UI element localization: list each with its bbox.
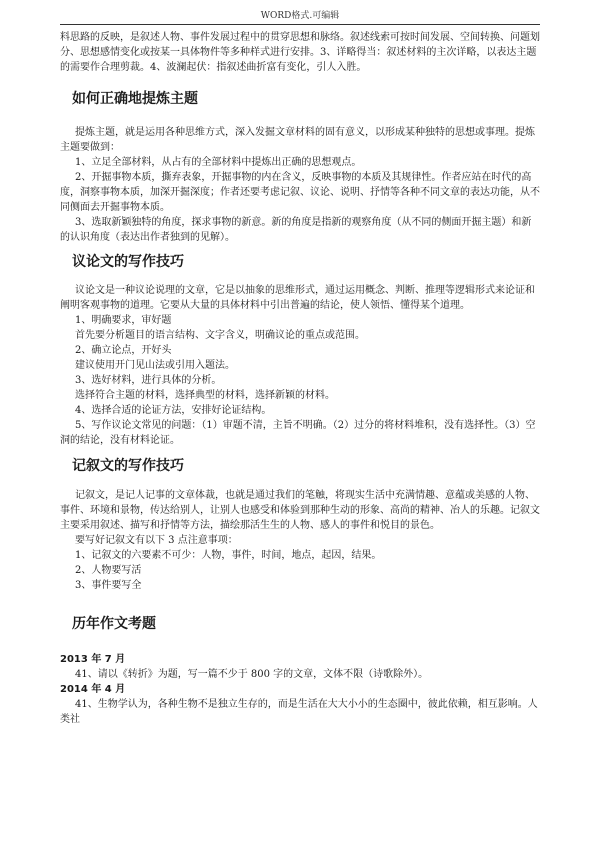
- exam-date: 2013 年 7 月: [60, 654, 126, 665]
- document-body: [60, 30, 540, 727]
- paragraph: 选择符合主题的材料，选择典型的材料，选择新颖的材料。: [75, 390, 335, 401]
- paragraph: 2、确立论点，开好头: [75, 345, 172, 356]
- header-rule: [60, 24, 540, 25]
- paragraph: 2、人物要写活: [75, 565, 142, 576]
- paragraph: 1、记叙文的六要素不可少：人物，事件，时间，地点，起因，结果。: [75, 550, 382, 561]
- paragraph: 首先要分析题目的语言结构、文字含义，明确议论的重点或范围。: [75, 330, 365, 341]
- intro-paragraph: 料思路的反映，是叙述人物、事件发展过程中的贯穿思想和脉络。叙述线索可按时间发展、空间转换、问题划分、思想感情变化或按某一具体物件等多种样式进行安排。3、详略得当：叙述材料的主次详略，以表达主题的需要作合理剪裁。4、波澜起伏：指叙述曲折富有变化，引人入胜。: [60, 32, 540, 73]
- paragraph: 4、选择合适的论证方法，安排好论证结构。: [75, 405, 272, 416]
- page-header: WORD格式.可编辑: [260, 11, 340, 21]
- paragraph: 2、开掘事物本质，撕弃表象，开掘事物的内在含义，反映事物的本质及其规律性。作者应站在时代的高度，洞察事物本质，加深开掘深度；作者还要考虑记叙、议论、说明、抒情等各种不同文章的表达功能，从不同侧面去开掘事物本质。: [60, 172, 540, 213]
- section-title-past-exams: 历年作文考题: [72, 616, 156, 632]
- paragraph: 3、选好材料，进行具体的分析。: [75, 375, 222, 386]
- exam-question: 41、生物学认为，各种生物不是独立生存的，而是生活在大大小小的生态圈中，彼此依赖，相互影响。人类社: [60, 699, 538, 725]
- paragraph: 3、选取新颖独特的角度，探求事物的新意。新的角度是指新的观察角度（从不同的侧面开掘主题）和新的认识角度（表达出作者独到的见解）。: [60, 217, 532, 243]
- exam-date: 2014 年 4 月: [60, 684, 126, 695]
- paragraph: 要写好记叙文有以下 3 点注意事项：: [75, 535, 238, 546]
- paragraph: 记叙文，是记人记事的文章体裁，也就是通过我们的笔触，将现实生活中充满情趣、意蕴或美感的人物、事件、环境和景物，传达给别人，让别人也感受和体验到那种生动的形象、高尚的精神、冶人的乐趣。记叙文主要采用叙述、描写和抒情等方法，描绘那活生生的人物、感人的事件和悦目的景色。: [60, 490, 540, 531]
- paragraph: 1、立足全部材料，从占有的全部材料中提炼出正确的思想观点。: [75, 157, 362, 168]
- paragraph: 建议使用开门见山法或引用入题法。: [75, 360, 235, 371]
- paragraph: 3、事件要写全: [75, 580, 142, 591]
- section-title-narrative: 记叙文的写作技巧: [72, 458, 184, 474]
- exam-question: 41、请以《转折》为题，写一篇不少于 800 字的文章，文体不限（诗歌除外）。: [75, 669, 429, 680]
- paragraph: 议论文是一种议论说理的文章，它是以抽象的思维形式，通过运用概念、判断、推理等逻辑形式来论证和阐明客观事物的道理。它要从大量的具体材料中引出普遍的结论，使人领悟、懂得某个道理。: [60, 285, 535, 311]
- paragraph: 提炼主题，就是运用各种思维方式，深入发掘文章材料的固有意义，以形成某种独特的思想或事理。提炼主题要做到：: [60, 127, 535, 153]
- paragraph: 1、明确要求，审好题: [75, 315, 172, 326]
- paragraph: 5、写作议论文常见的问题：（1）审题不清，主旨不明确。（2）过分的将材料堆积，没有选择性。（3）空洞的结论，没有材料论证。: [60, 420, 536, 446]
- section-title-argument: 议论文的写作技巧: [72, 254, 184, 270]
- section-title-theme: 如何正确地提炼主题: [72, 91, 198, 107]
